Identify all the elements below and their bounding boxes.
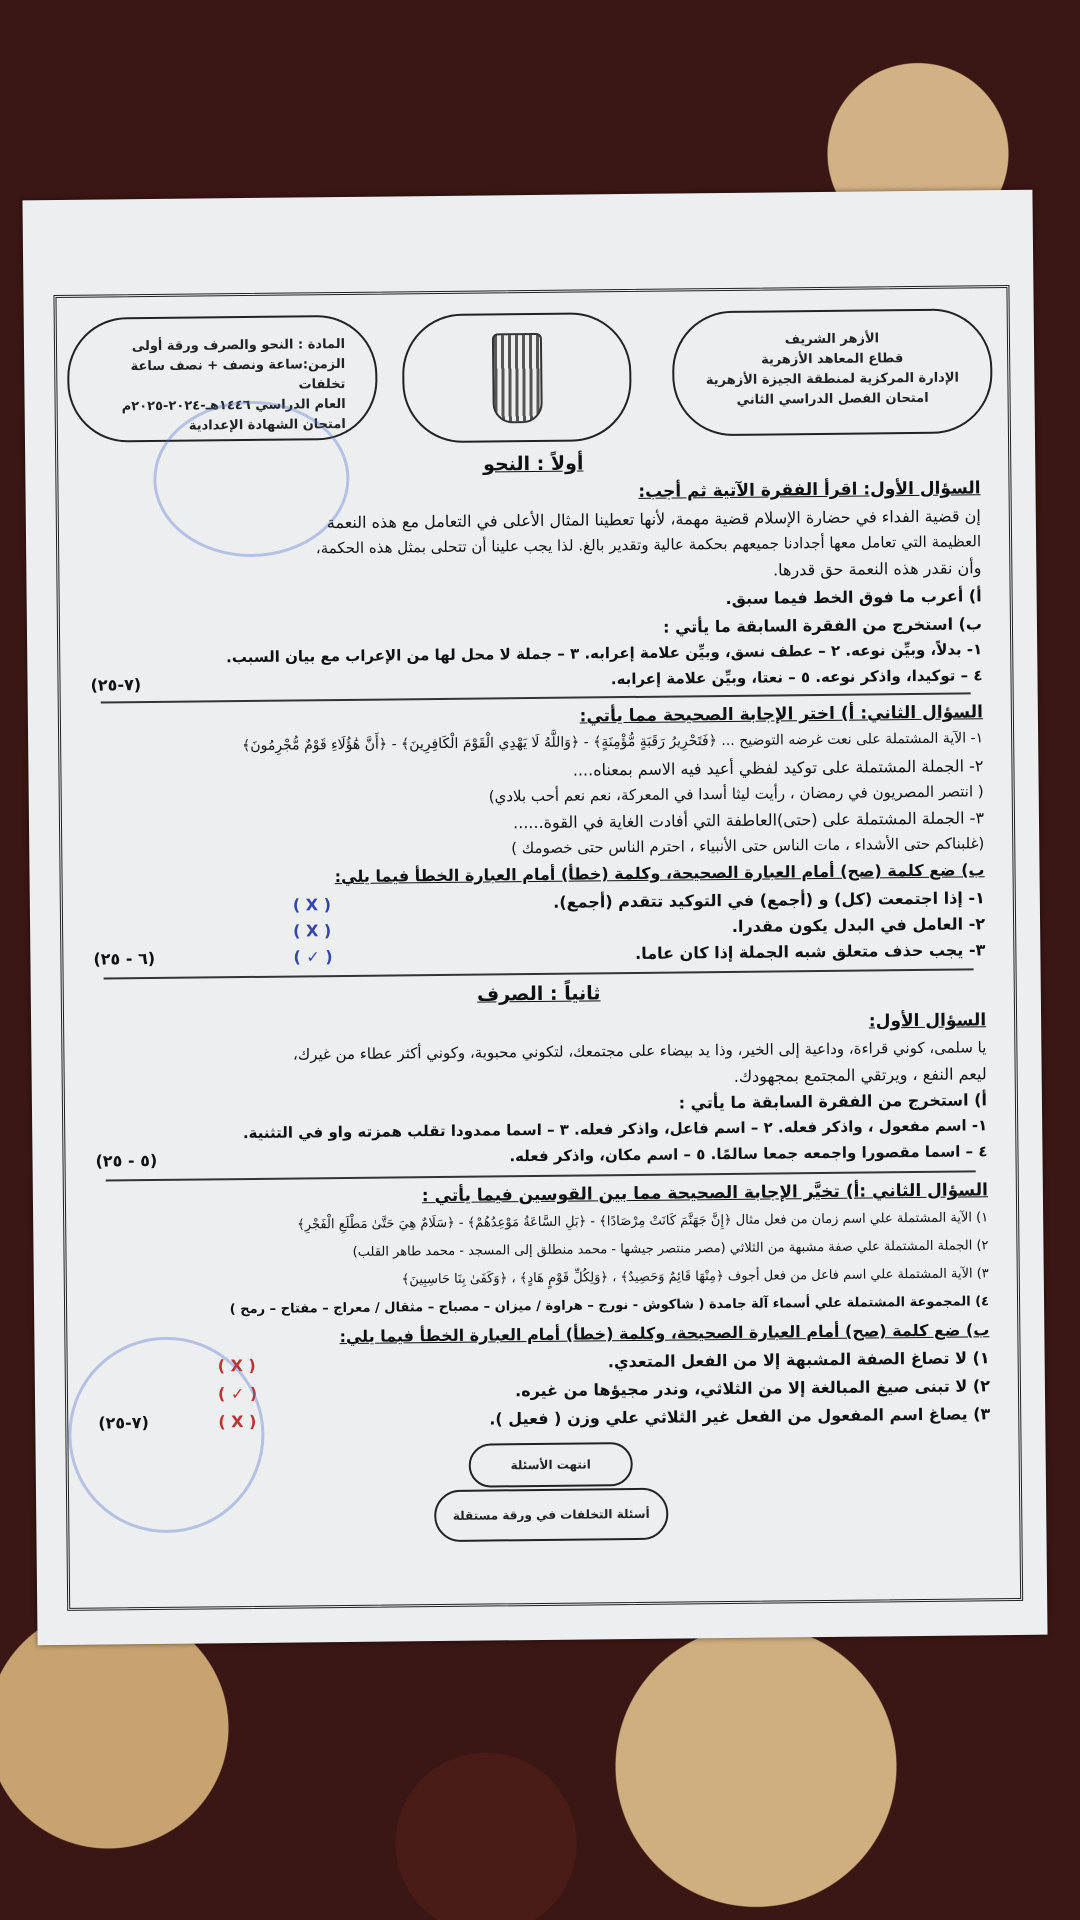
- answer-mark: ( X ): [217, 1355, 256, 1376]
- q1-b: ب) استخرج من الفقرة السابقة ما يأتي :: [662, 614, 983, 637]
- q4-item: ٢) الجملة المشتملة علي صفة مشبهة من الثلاثي (مصر منتصر جيشها - محمد منطلق إلى المسجد - محمد طاهر القلب): [352, 1238, 989, 1260]
- q2-b-item: ٣- يجب حذف متعلق شبه الجملة إذا كان عاما.: [635, 940, 986, 963]
- divider: [104, 968, 974, 979]
- stamp-mark: [153, 400, 351, 558]
- answer-mark: ( X ): [218, 1411, 257, 1432]
- q2-title: السؤال الثاني: أ) اختر الإجابة الصحيحة مما يأتي:: [579, 702, 983, 727]
- page-frame: [53, 285, 1023, 1611]
- q2-item-options: ( انتصر المصريون في رمضان ، رأيت ليثا أسدا في المعركة، نعم نعم أحب بلادي): [488, 782, 984, 806]
- header-line: الأزهر الشريف: [784, 331, 880, 348]
- q4-score: (٧-٢٥): [98, 1413, 149, 1433]
- header-line: المادة : النحو والصرف ورقة أولى: [131, 336, 346, 355]
- q2-item: ٢- الجملة المشتملة على توكيد لفظي أعيد فيه الاسم بمعناه....: [572, 756, 984, 780]
- header-logo-box: [402, 312, 632, 443]
- divider: [106, 1170, 976, 1181]
- divider: [101, 692, 971, 703]
- q1-title: السؤال الأول: اقرأ الفقرة الآتية ثم أجب:: [638, 478, 981, 502]
- azhar-logo-icon: [492, 333, 543, 424]
- q4-b-item: ٣) يصاغ اسم المفعول من الفعل غير الثلاثي علي وزن ( فعيل ).: [489, 1404, 991, 1429]
- q1-paragraph-line: إن قضية الفداء في حضارة الإسلام قضية مهمة، لأنها تعطينا المثال الأعلى في التعامل مع هذه النعمة: [326, 506, 981, 533]
- q1-score: (٧-٢٥): [90, 675, 142, 695]
- q4-item: ٣) الآية المشتملة علي اسم فاعل من فعل أجوف ﴿مِنْهَا قَائِمٌ وَحَصِيدٌ﴾ ، ﴿وَلِكُلِّ قَوْمٍ هَادٍ﴾ ، ﴿وَكَفَىٰ بِنَا حَاسِبِينَ﴾: [401, 1266, 989, 1288]
- makeup-note: أسئلة التخلفات في ورقة مستقلة: [434, 1488, 669, 1542]
- q4-item: ٤) المجموعة المشتملة علي أسماء آلة جامدة ( شاكوش - نورج – هراوة / ميزان – مصباح – مثقال / معراج – مفتاح – رمح ): [229, 1294, 990, 1318]
- q3-items: ١- اسم مفعول ، واذكر فعله. ٢ – اسم فاعل، واذكر فعله. ٣ – اسما ممدودا تقلب همزته واو في التثنية.: [242, 1116, 988, 1143]
- header-line: العام الدراسي ١٤٤٦هـ-٢٠٢٤-٢٠٢٥م: [121, 396, 346, 415]
- q4-b-item: ٢) لا تبنى صيغ المبالغة إلا من الثلاثي، وندر مجيؤها من غيره.: [515, 1376, 991, 1401]
- q4-b-title: ب) ضع كلمة (صح) أمام العبارة الصحيحة، وكلمة (خطأ) أمام العبارة الخطأ فيما يلي:: [339, 1320, 990, 1347]
- answer-mark: ( X ): [293, 921, 332, 941]
- end-of-questions: انتهت الأسئلة: [469, 1442, 633, 1488]
- header-line: الزمن:ساعة ونصف + نصف ساعة تخلفات: [130, 356, 346, 393]
- q3-title: السؤال الأول:: [868, 1010, 987, 1032]
- q3-items: ٤ – اسما مقصورا واجمعه جمعا سالمًا. ٥ – اسم مكان، واذكر فعله.: [509, 1142, 988, 1166]
- q4-b-item: ١) لا تصاغ الصفة المشبهة إلا من الفعل المتعدي.: [607, 1348, 990, 1372]
- header-line: امتحان الفصل الدراسي الثاني: [736, 390, 929, 408]
- header-line: قطاع المعاهد الأزهرية: [760, 351, 904, 368]
- q2-b-item: ٢- العامل في البدل يكون مقدرا.: [731, 914, 986, 936]
- header-institution: [672, 308, 993, 436]
- q3-instruction: أ) استخرج من الفقرة السابقة ما يأتي :: [678, 1090, 988, 1113]
- answer-mark: ( ✓ ): [293, 947, 333, 967]
- q3-paragraph-line: ليعم النفع ، ويرتقي المجتمع بمجهودك.: [733, 1064, 987, 1086]
- q3-score: (٥ - ٢٥): [95, 1150, 158, 1171]
- q1-a: أ) أعرب ما فوق الخط فيما سبق.: [725, 586, 982, 608]
- q2-b-title: ب) ضع كلمة (صح) أمام العبارة الصحيحة، وكلمة (خطأ) أمام العبارة الخطأ فيما يلي:: [334, 860, 985, 887]
- answer-mark: ( X ): [292, 895, 332, 915]
- q1-b-items: ١- بدلاً، وبيِّن نوعه. ٢ – عطف نسق، وبيِّن علامة إعرابه. ٣ – جملة لا محل لها من الإعراب مع بيان السبب.: [225, 640, 983, 667]
- q2-b-item: ١- إذا اجتمعت (كل) و (أجمع) في التوكيد تتقدم (أجمع).: [553, 888, 985, 912]
- q2-item: ٣- الجملة المشتملة على (حتى)العاطفة التي أفادت الغاية في القوة......: [513, 808, 985, 833]
- header-line: امتحان الشهادة الإعدادية: [188, 416, 346, 434]
- q1-b-items: ٤ – توكيدا، واذكر نوعه. ٥ – نعتا، وبيِّن علامة إعرابه.: [610, 666, 983, 689]
- q2-score: (٦ - ٢٥): [93, 948, 156, 969]
- q1-paragraph-line: وأن نقدر هذه النعمة حق قدرها.: [772, 558, 982, 580]
- header-line: الإدارة المركزية لمنطقة الجيزة الأزهرية: [705, 370, 960, 389]
- q4-title: السؤال الثاني :أ) تخيَّر الإجابة الصحيحة مما بين القوسين فيما يأتي :: [421, 1180, 988, 1207]
- stamp-mark: [67, 1336, 265, 1534]
- exam-paper: [22, 190, 1047, 1645]
- q3-paragraph-line: يا سلمى، كوني قراءة، وداعية إلى الخير، وذا يد بيضاء على مجتمعك، لتكوني محبوبة، وكوني أكثر عطاء من غيرك،: [292, 1038, 987, 1064]
- part1-title: أولاً : النحو: [482, 452, 584, 476]
- answer-mark: ( ✓ ): [217, 1383, 258, 1404]
- q4-item: ١) الآية المشتملة علي اسم زمان من فعل مثال ﴿إِنَّ جَهَنَّمَ كَانَتْ مِرْصَادًا﴾ - ﴿بَلِ السَّاعَةُ مَوْعِدُهُمْ﴾ - ﴿سَلَامٌ هِيَ حَتَّىٰ مَطْلَعِ الْفَجْرِ﴾: [297, 1210, 989, 1233]
- part2-title: ثانياً : الصرف: [476, 982, 601, 1006]
- q2-item-options: (غلبناكم حتى الأشداء ، مات الناس حتى الأنبياء ، احترم الناس حتى خصومك ): [511, 834, 985, 858]
- q2-item: ١- الآية المشتملة على نعت غرضه التوضيح ... ﴿فَتَحْرِيرُ رَقَبَةٍ مُّؤْمِنَةٍ﴾ - ﴿وَاللَّهُ لَا يَهْدِي الْقَوْمَ الْكَافِرِينَ﴾ - ﴿أَنَّ هَٰؤُلَاءِ قَوْمٌ مُّجْرِمُونَ﴾: [242, 730, 984, 755]
- q1-paragraph-line: العظيمة التي تعامل معها أجدادنا جميعهم بحكمة عالية وتقدير بالغ. لذا يجب علينا أن تتحلى بمثل هذه الحكمة،: [315, 532, 982, 558]
